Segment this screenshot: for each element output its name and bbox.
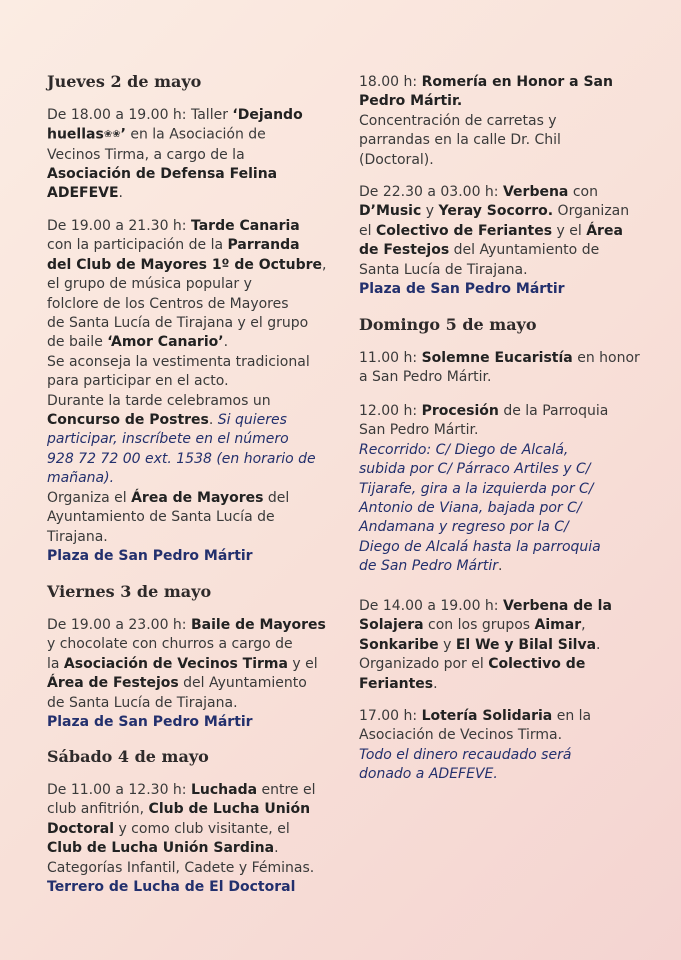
venue-saturday-verbena: Plaza de San Pedro Mártir — [359, 281, 565, 298]
event-baile-mayores: De 19.00 a 23.00 h: Baile de Mayores y chocolate con churros a cargo de la Asociación de Vecinos Tirma y el Área de Festejos del Ayuntamiento de Santa Lucía de Tirajana. Plaza de San Pedro Mártir — [47, 616, 337, 732]
event-eucaristia: 11.00 h: Solemne Eucaristía en honor a San Pedro Mártir. — [359, 350, 640, 386]
venue-saturday-luchada: Terrero de Lucha de El Doctoral — [47, 879, 296, 896]
day-title-friday: Viernes 3 de mayo — [47, 582, 212, 601]
venue-thursday: Plaza de San Pedro Mártir — [47, 547, 253, 564]
event-procesion: 12.00 h: Procesión de la Parroquia San Pedro Mártir. Recorrido: C/ Diego de Alcalá, subida por C/ Párraco Artiles y C/ Tijarafe, gira a la izquierda por C/ Antonio de Viana, bajada por C/ Andamana y regreso por la C/ Diego de Alcalá hasta la parroquia de San Pedro Mártir. — [359, 403, 609, 575]
event-verbena-solajera: De 14.00 a 19.00 h: Verbena de la Solajera con los grupos Aimar, Sonkaribe y El We y Bilal Silva. Organizado por el Colectivo de Feriantes. — [359, 598, 612, 692]
event-workshop: De 18.00 a 19.00 h: Taller ‘Dejando huellas❀❀’ en la Asociación de Vecinos Tirma, a cargo de la Asociación de Defensa Felina ADEFEVE. — [47, 107, 303, 202]
event-luchada: De 11.00 a 12.30 h: Luchada entre el club anfitrión, Club de Lucha Unión Doctoral y como club visitante, el Club de Lucha Unión Sardina. Categorías Infantil, Cadete y Féminas. Terrero de Lucha de El Doctoral — [47, 781, 337, 897]
event-loteria: 17.00 h: Lotería Solidaria en la Asociación de Vecinos Tirma. Todo el dinero recaudado será donado a ADEFEVE. — [359, 708, 592, 783]
day-title-saturday: Sábado 4 de mayo — [47, 747, 209, 766]
day-title-sunday: Domingo 5 de mayo — [359, 315, 537, 334]
event-tarde-canaria: De 19.00 a 21.30 h: Tarde Canaria con la participación de la Parranda del Club de Mayores 1º de Octubre, el grupo de música popular y folclore de los Centros de Mayores de Santa Lucía de Tirajana y el grupo de baile ‘Amor Canario’. Se aconseja la vestimenta tradicional para participar en el acto. Durante la tarde celebramos un Concurso de Postres. Si quieres participar, inscríbete en el número 928 72 72 00 ext. 1538 (en horario de mañana). Organiza el Área de Mayores del Ayuntamiento de Santa Lucía de Tirajana. Plaza de San Pedro Mártir — [47, 217, 337, 566]
paw-icon: ❀❀ — [103, 129, 121, 141]
event-verbena-saturday: De 22.30 a 03.00 h: Verbena con D’Music y Yeray Socorro. Organizan el Colectivo de Feriantes y el Área de Festejos del Ayuntamiento de Santa Lucía de Tirajana. Plaza de San Pedro Mártir — [359, 183, 659, 299]
venue-friday: Plaza de San Pedro Mártir — [47, 714, 253, 731]
event-romeria: 18.00 h: Romería en Honor a San Pedro Mártir. Concentración de carretas y parrandas en la calle Dr. Chil (Doctoral). — [359, 74, 613, 168]
day-title-thursday: Jueves 2 de mayo — [47, 72, 202, 91]
